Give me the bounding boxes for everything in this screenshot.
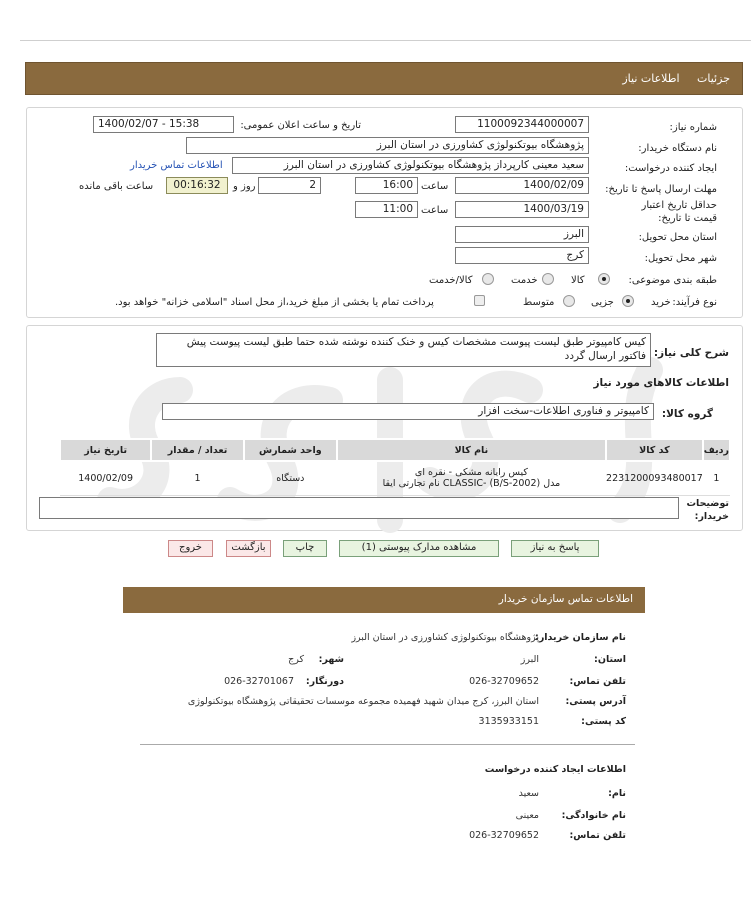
attachments-button[interactable]: مشاهده مدارک پیوستی (1) bbox=[339, 540, 499, 557]
goods-info-title: اطلاعات کالاهای مورد نیاز bbox=[593, 377, 729, 389]
creator-family-label: نام خانوادگی: bbox=[561, 810, 626, 821]
process-medium-label: متوسط bbox=[523, 297, 555, 308]
contact-section-header: اطلاعات تماس سازمان خریدار bbox=[123, 587, 645, 613]
contact-fax-value: 026-32701067 bbox=[224, 676, 294, 687]
process-radio-medium[interactable] bbox=[563, 295, 575, 307]
category-radio-service[interactable] bbox=[542, 273, 554, 285]
buyer-notes-field bbox=[39, 497, 679, 519]
page-header bbox=[25, 62, 743, 95]
contact-postal-label: کد پستی: bbox=[581, 716, 626, 727]
summary-field: کیس کامپیوتر طبق لیست پیوست مشخصات کیس و خنک کننده نوشته شده حتما طبق لیست پیوست پیش فاکتور ارسال گردد bbox=[156, 333, 651, 367]
goods-group-field: کامپیوتر و فناوری اطلاعات-سخت افزار bbox=[162, 403, 654, 420]
cell-name-line2: مدل (CLASSIC- (B/S-2002 نام تجارتی ایقا bbox=[382, 478, 561, 490]
col-date: تاریخ نیاز bbox=[60, 439, 151, 461]
days-label: روز و bbox=[233, 181, 256, 192]
contact-phone-value: 026-32709652 bbox=[469, 676, 539, 687]
cell-index: 1 bbox=[703, 461, 730, 495]
top-divider bbox=[20, 40, 751, 41]
cell-code: 2231200093480017 bbox=[606, 461, 703, 495]
col-index: ردیف bbox=[703, 439, 730, 461]
tab-details[interactable]: جزئیات bbox=[697, 72, 730, 85]
contact-fax-label: دورنگار: bbox=[305, 676, 344, 687]
exit-button[interactable]: خروج bbox=[168, 540, 213, 557]
validity-time-label: ساعت bbox=[421, 205, 449, 216]
cell-name-line1: کیس رایانه مشکی - نقره ای bbox=[414, 467, 528, 479]
contact-phone-label: تلفن تماس: bbox=[569, 676, 626, 687]
col-qty: تعداد / مقدار bbox=[151, 439, 244, 461]
deadline-time-field: 16:00 bbox=[355, 177, 418, 194]
tab-need-info[interactable]: اطلاعات نیاز bbox=[622, 72, 680, 85]
category-label: طبقه بندی موضوعی: bbox=[628, 275, 717, 286]
validity-time-field: 11:00 bbox=[355, 201, 418, 218]
city-field: کرج bbox=[455, 247, 589, 264]
buyer-org-label: نام دستگاه خریدار: bbox=[638, 143, 717, 154]
cell-qty: 1 bbox=[151, 461, 244, 495]
col-unit: واحد شمارش bbox=[244, 439, 337, 461]
category-radio-both[interactable] bbox=[482, 273, 494, 285]
announce-field: 1400/02/07 - 15:38 bbox=[93, 116, 234, 133]
goods-table bbox=[59, 438, 731, 496]
buyer-org-field: پژوهشگاه بیوتکنولوژی کشاورزی در استان البرز bbox=[186, 137, 589, 154]
deadline-date-field: 1400/02/09 bbox=[455, 177, 589, 194]
contact-city-value: کرج bbox=[288, 654, 304, 665]
city-label: شهر محل تحویل: bbox=[644, 253, 717, 264]
category-both-label: کالا/خدمت bbox=[429, 275, 473, 286]
deadline-label: مهلت ارسال پاسخ تا تاریخ: bbox=[605, 184, 717, 195]
buyer-notes-label: توضیحات خریدار: bbox=[686, 498, 729, 522]
treasury-note: پرداخت تمام یا بخشی از مبلغ خرید،از محل اسناد "اسلامی خزانه" خواهد بود. bbox=[115, 297, 434, 308]
remaining-time-field: 00:16:32 bbox=[166, 177, 228, 194]
back-button[interactable]: بازگشت bbox=[226, 540, 271, 557]
remaining-label: ساعت باقی مانده bbox=[79, 181, 154, 192]
creator-phone-value: 026-32709652 bbox=[469, 830, 539, 841]
cell-date: 1400/02/09 bbox=[60, 461, 151, 495]
province-field: البرز bbox=[455, 226, 589, 243]
table-row bbox=[60, 461, 730, 495]
cell-name bbox=[337, 461, 606, 495]
summary-label: شرح کلی نیاز: bbox=[653, 347, 729, 359]
need-number-label: شماره نیاز: bbox=[669, 122, 717, 133]
process-minor-label: جزیی bbox=[591, 297, 614, 308]
process-label: نوع فرآیند: bbox=[672, 297, 717, 308]
process-purchase-label: خرید bbox=[651, 297, 671, 308]
cell-unit: دستگاه bbox=[244, 461, 337, 495]
contact-divider bbox=[140, 744, 635, 745]
validity-label: حداقل تاریخ اعتبار قیمت تا تاریخ: bbox=[641, 200, 717, 224]
category-radio-goods[interactable] bbox=[598, 273, 610, 285]
validity-date-field: 1400/03/19 bbox=[455, 201, 589, 218]
category-service-label: خدمت bbox=[511, 275, 538, 286]
contact-address-label: آدرس پستی: bbox=[565, 696, 626, 707]
contact-postal-value: 3135933151 bbox=[478, 716, 539, 727]
contact-org-value: پژوهشگاه بیوتکنولوژی کشاورزی در استان البرز bbox=[351, 632, 539, 643]
days-field: 2 bbox=[258, 177, 321, 194]
category-goods-label: کالا bbox=[571, 275, 585, 286]
contact-province-label: استان: bbox=[594, 654, 626, 665]
creator-name-label: نام: bbox=[608, 788, 626, 799]
requester-label: ایجاد کننده درخواست: bbox=[624, 163, 717, 174]
treasury-checkbox[interactable] bbox=[474, 295, 485, 306]
contact-address-value: استان البرز، کرج میدان شهید فهمیده مجموعه موسسات تحقیقاتی پژوهشگاه بیوتکنولوژی bbox=[187, 696, 539, 707]
creator-name-value: سعید bbox=[518, 788, 539, 799]
buyer-contact-link[interactable]: اطلاعات تماس خریدار bbox=[130, 160, 223, 171]
creator-phone-label: تلفن تماس: bbox=[569, 830, 626, 841]
col-name: نام کالا bbox=[337, 439, 606, 461]
deadline-time-label: ساعت bbox=[421, 181, 449, 192]
process-radio-minor[interactable] bbox=[622, 295, 634, 307]
creator-section-title: اطلاعات ایجاد کننده درخواست bbox=[484, 764, 626, 775]
contact-org-label: نام سازمان خریدار: bbox=[535, 632, 626, 643]
print-button[interactable]: چاپ bbox=[283, 540, 327, 557]
contact-city-label: شهر: bbox=[318, 654, 344, 665]
announce-label: تاریخ و ساعت اعلان عمومی: bbox=[240, 120, 361, 131]
creator-family-value: معینی bbox=[515, 810, 539, 821]
contact-province-value: البرز bbox=[520, 654, 539, 665]
requester-field: سعید معینی کارپرداز پژوهشگاه بیوتکنولوژی کشاورزی در استان البرز bbox=[232, 157, 589, 174]
reply-button[interactable]: پاسخ به نیاز bbox=[511, 540, 599, 557]
col-code: کد کالا bbox=[606, 439, 703, 461]
need-number-field: 1100092344000007 bbox=[455, 116, 589, 133]
province-label: استان محل تحویل: bbox=[638, 232, 717, 243]
goods-group-label: گروه کالا: bbox=[661, 408, 713, 420]
